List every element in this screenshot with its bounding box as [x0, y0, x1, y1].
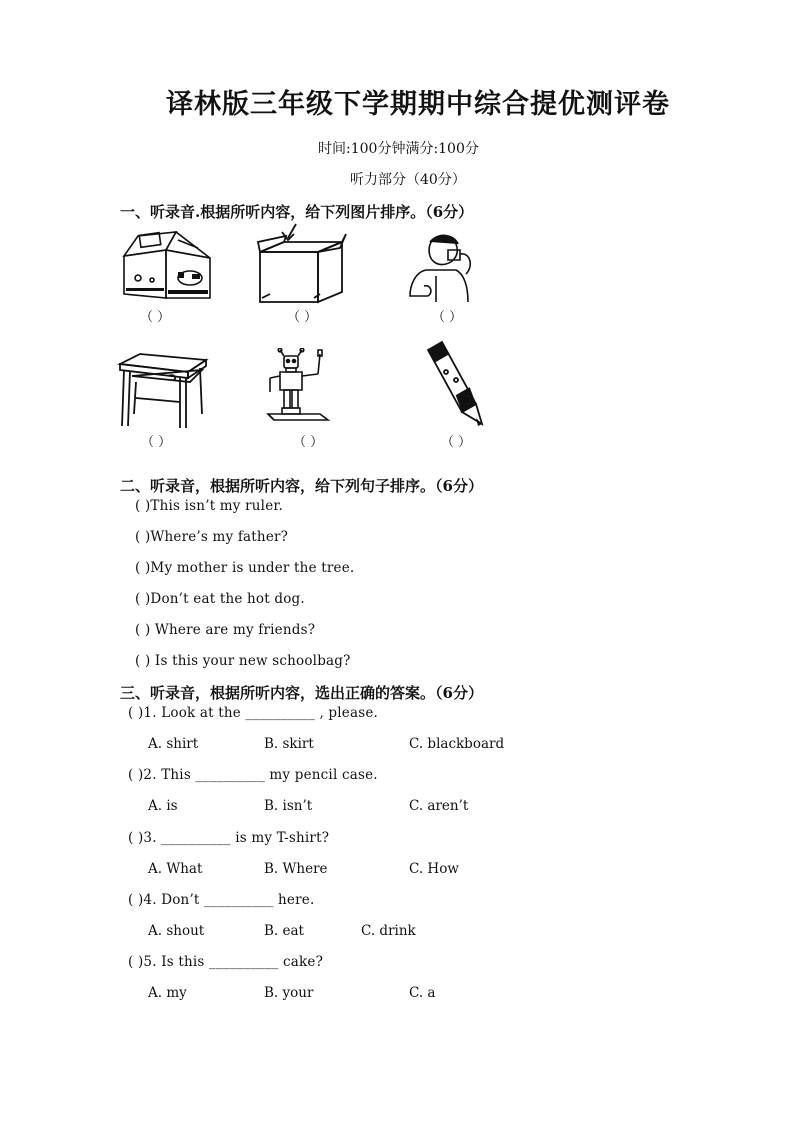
section1-heading: 一、听录音.根据所听内容，给下列图片排序。（6分）: [120, 203, 474, 221]
sentence-3: ( )My mother is under the tree.: [135, 560, 355, 576]
sentence-6: ( ) Is this your new schoolbag?: [135, 653, 351, 669]
sentence-1: ( )This isn’t my ruler.: [135, 498, 284, 514]
answer-paren-6[interactable]: （ ）: [441, 435, 472, 450]
answer-paren-1[interactable]: （ ）: [140, 310, 171, 325]
question-4-stem: ( )4. Don’t __________ here.: [128, 892, 315, 908]
question-3-option-a: A. What: [148, 861, 203, 877]
robot-icon: [262, 348, 334, 430]
question-2-stem: ( )2. This __________ my pencil case.: [128, 767, 378, 783]
open-box-icon: [256, 222, 348, 306]
question-4-option-a: A. shout: [148, 923, 205, 939]
answer-paren-5[interactable]: （ ）: [293, 435, 324, 450]
listening-heading: 听力部分（40分）: [350, 172, 466, 188]
question-1-option-a: A. shirt: [148, 736, 199, 752]
sentence-4: ( )Don’t eat the hot dog.: [135, 591, 305, 607]
box-icon: [118, 228, 214, 304]
question-5-option-c: C. a: [409, 985, 436, 1001]
question-4-option-c: C. drink: [361, 923, 416, 939]
sentence-2: ( )Where’s my father?: [135, 529, 289, 545]
page-title: 译林版三年级下学期期中综合提优测评卷: [166, 89, 670, 120]
question-1-option-c: C. blackboard: [409, 736, 505, 752]
question-1-option-b: B. skirt: [264, 736, 314, 752]
question-4-option-b: B. eat: [264, 923, 304, 939]
question-5-option-a: A. my: [148, 985, 187, 1001]
desk-icon: [116, 352, 210, 430]
sentence-5: ( ) Where are my friends?: [135, 622, 316, 638]
question-2-option-b: B. isn’t: [264, 798, 313, 814]
question-5-stem: ( )5. Is this __________ cake?: [128, 954, 324, 970]
question-3-option-c: C. How: [409, 861, 459, 877]
section3-heading: 三、听录音，根据所听内容，选出正确的答案。（6分）: [120, 684, 483, 702]
crayon-icon: [420, 340, 492, 432]
question-1-stem: ( )1. Look at the __________ , please.: [128, 705, 379, 721]
question-2-option-a: A. is: [148, 798, 178, 814]
answer-paren-4[interactable]: （ ）: [141, 435, 172, 450]
question-2-option-c: C. aren’t: [409, 798, 469, 814]
answer-paren-2[interactable]: （ ）: [287, 310, 318, 325]
boy-drinking-icon: [404, 226, 480, 306]
time-score-line: 时间:100分钟满分:100分: [318, 141, 479, 157]
answer-paren-3[interactable]: （ ）: [432, 310, 463, 325]
question-3-option-b: B. Where: [264, 861, 328, 877]
section2-heading: 二、听录音，根据所听内容，给下列句子排序。（6分）: [120, 477, 483, 495]
question-5-option-b: B. your: [264, 985, 314, 1001]
question-3-stem: ( )3. __________ is my T-shirt?: [128, 830, 330, 846]
